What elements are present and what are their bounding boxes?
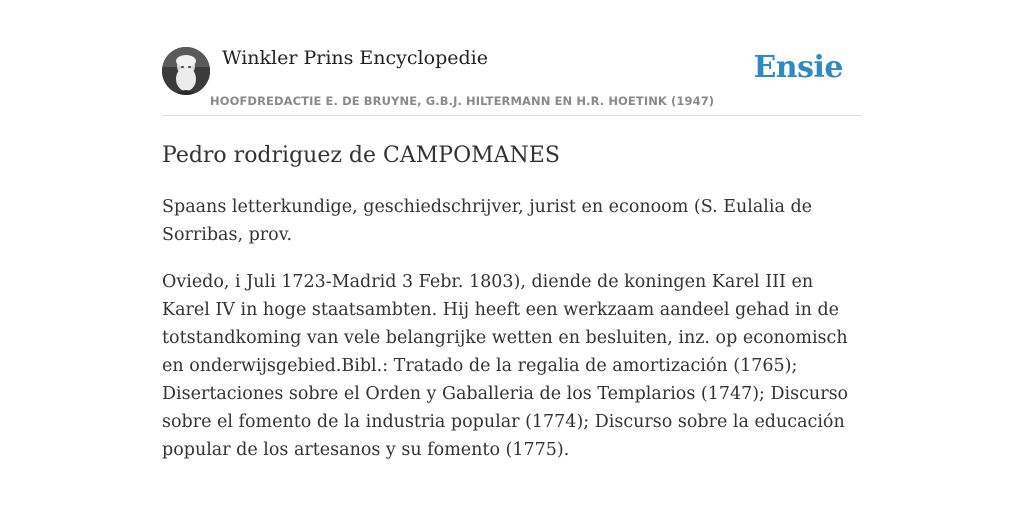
page xyxy=(162,0,862,464)
source-header xyxy=(162,46,862,116)
entry-title: Pedro rodriguez de CAMPOMANES xyxy=(162,143,560,168)
source-title[interactable]: Winkler Prins Encyclopedie xyxy=(222,47,488,69)
source-subtitle: HOOFDREDACTIE E. DE BRUYNE, G.B.J. HILTERMANN EN H.R. HOETINK (1947) xyxy=(210,94,715,108)
portrait-image xyxy=(162,47,210,95)
avatar[interactable] xyxy=(162,47,210,95)
entry-paragraph: Oviedo, i Juli 1723-Madrid 3 Febr. 1803), diende de koningen Karel III en Karel IV in hoge staatsambten. Hij heeft een werkzaam aandeel gehad in de totstandkoming van vele belangrijke wetten en besluiten, inz. op economisch en onderwijsgebied.Bibl.: Tratado de la regalia de amortización (1765); Disertaciones sobre el Orden y Gaballeria de los Templarios (1747); Discurso sobre el fomento de la industria popular (1774); Discurso sobre la educación popular de los artesanos y su fomento (1775). xyxy=(162,272,849,460)
entry-body xyxy=(162,193,862,464)
entry-paragraph: Spaans letterkundige, geschiedschrijver, jurist en econoom (S. Eulalia de Sorribas, prov. xyxy=(162,197,813,245)
ensie-logo-link[interactable]: Ensie xyxy=(753,50,843,85)
